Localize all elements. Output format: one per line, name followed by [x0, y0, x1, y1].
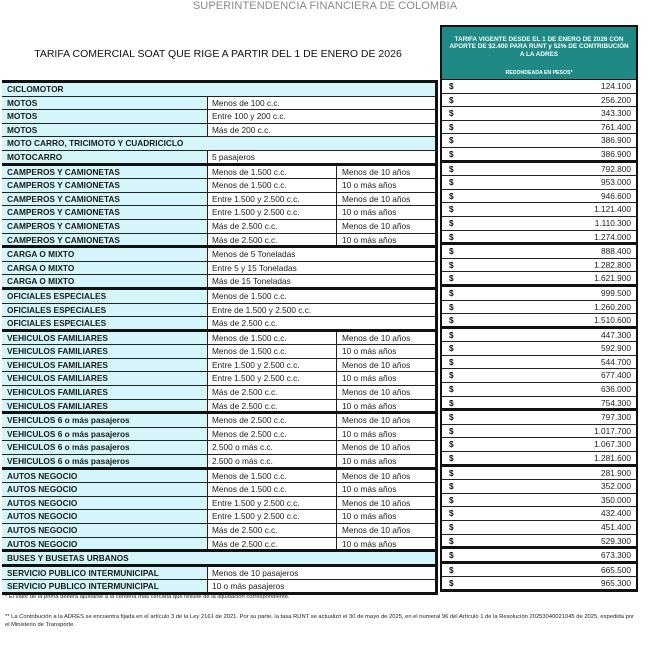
- vehicle-spec-cell: Menos de 10 pasajeros: [212, 567, 299, 578]
- currency-symbol: $: [449, 564, 454, 575]
- vehicle-spec-cell: Menos de 1.500 c.c.: [208, 332, 337, 345]
- rate-row: [442, 438, 636, 452]
- vehicle-spec-cell: Entre 100 y 200 c.c.: [212, 111, 286, 122]
- rate-value: 544.700: [601, 356, 631, 367]
- rate-value: 1.282.800: [594, 259, 631, 270]
- table-row: [2, 166, 435, 180]
- vehicle-spec-cell: Entre 1.500 y 2.500 c.c.: [208, 372, 337, 385]
- table-row: [2, 345, 435, 359]
- vehicle-spec-cell: 2.500 o más c.c.: [208, 441, 337, 454]
- vehicle-category-cell: AUTOS NEGOCIO: [2, 510, 208, 523]
- rate-row: [442, 507, 636, 521]
- table-row: [2, 124, 435, 138]
- currency-symbol: $: [449, 439, 454, 450]
- table-row: [2, 483, 435, 497]
- rate-row: [442, 314, 636, 329]
- rate-value: 888.400: [601, 246, 631, 257]
- rate-value: 797.300: [601, 412, 631, 423]
- rate-value: 447.300: [601, 329, 631, 340]
- vehicle-category-cell: VEHICULOS FAMILIARES: [2, 359, 208, 372]
- currency-symbol: $: [449, 231, 454, 242]
- currency-symbol: $: [449, 467, 454, 478]
- currency-symbol: $: [449, 315, 454, 326]
- rate-row: [442, 217, 636, 231]
- vehicle-spec-cell: Entre 5 y 15 Toneladas: [212, 262, 297, 273]
- rate-row: [442, 411, 636, 425]
- table-row: [2, 332, 435, 346]
- rate-value: 124.100: [601, 81, 631, 91]
- vehicle-category-cell: AUTOS NEGOCIO: [2, 497, 208, 510]
- vehicle-spec-cell: Menos de 2.500 c.c.: [208, 414, 337, 427]
- rate-value: 636.000: [601, 384, 631, 395]
- rate-value: 953.000: [601, 177, 631, 188]
- vehicle-category-cell: CARGA O MIXTO: [2, 262, 208, 275]
- rate-row: [442, 521, 636, 535]
- vehicle-category-cell: VEHICULOS FAMILIARES: [2, 372, 208, 385]
- vehicle-category-cell: CARGA O MIXTO: [2, 275, 208, 287]
- rate-row: [442, 134, 636, 148]
- table-row: [2, 497, 435, 511]
- table-row: [2, 400, 435, 415]
- vehicle-category-cell: CAMPEROS Y CAMIONETAS: [2, 206, 208, 219]
- rate-value: 1.067.300: [594, 439, 631, 450]
- rate-value: 1.510.600: [594, 315, 631, 326]
- table-row: [2, 359, 435, 373]
- rate-row: [442, 342, 636, 356]
- rate-value: 946.600: [601, 190, 631, 201]
- vehicle-category-cell: VEHICULOS FAMILIARES: [2, 400, 208, 412]
- rate-value: 999.500: [601, 287, 631, 298]
- vehicle-spec-cell: Entre 1.500 y 2.500 c.c.: [208, 193, 337, 206]
- currency-symbol: $: [449, 148, 454, 159]
- vehicle-spec-cell: Menos de 5 Toneladas: [212, 249, 296, 260]
- table-row: [2, 510, 435, 524]
- vehicle-spec-cell: Más de 2.500 c.c.: [208, 400, 337, 412]
- rate-value: 352.000: [601, 481, 631, 492]
- vehicle-category-cell: VEHICULOS 6 o más pasajeros: [2, 455, 208, 467]
- vehicle-category-cell: SERVICIO PUBLICO INTERMUNICIPAL: [2, 580, 208, 592]
- rate-row: [442, 107, 636, 121]
- rate-value: 386.900: [601, 148, 631, 159]
- vehicle-age-cell: Menos de 10 años: [342, 525, 411, 535]
- vehicle-category-cell: VEHICULOS 6 o más pasajeros: [2, 414, 208, 427]
- vehicle-spec-cell: Más de 2.500 c.c.: [208, 524, 337, 537]
- table-row: [2, 428, 435, 442]
- rate-row: [442, 356, 636, 370]
- currency-symbol: $: [449, 343, 454, 354]
- vehicle-age-cell: Menos de 10 años: [342, 387, 411, 398]
- rate-column-subtitle: REDONDEADA EN PESOS*: [505, 70, 573, 76]
- currency-symbol: $: [449, 356, 454, 367]
- vehicle-category-cell: SERVICIO PUBLICO INTERMUNICIPAL: [2, 567, 208, 580]
- rate-value: 965.300: [601, 578, 631, 589]
- vehicle-age-cell: Menos de 10 años: [342, 193, 411, 204]
- vehicle-spec-cell: Menos de 1.500 c.c.: [208, 345, 337, 358]
- rate-column-header: [440, 25, 638, 79]
- rate-row: [442, 259, 636, 273]
- rate-value: 256.200: [601, 94, 631, 105]
- vehicle-category-cell: MOTOS: [2, 124, 208, 137]
- currency-symbol: $: [449, 301, 454, 312]
- rate-value: 761.400: [601, 121, 631, 132]
- vehicle-spec-cell: Más de 2.500 c.c.: [212, 318, 278, 329]
- rate-value: 673.300: [601, 550, 631, 561]
- rate-row: [442, 287, 636, 301]
- table-row: [2, 248, 435, 262]
- currency-symbol: $: [449, 397, 454, 408]
- rate-row: [442, 452, 636, 467]
- vehicle-spec-cell: Más de 15 Toneladas: [212, 276, 291, 287]
- vehicle-age-cell: 10 o más años: [342, 484, 397, 495]
- table-row: [2, 470, 435, 484]
- table-row: [2, 317, 435, 332]
- vehicle-category-cell: MOTO CARRO, TRICIMOTO Y CUADRICICLO: [2, 137, 435, 150]
- rate-value: 529.300: [601, 535, 631, 546]
- currency-symbol: $: [449, 535, 454, 546]
- vehicle-classification-table: [2, 80, 438, 595]
- vehicle-age-cell: Menos de 10 años: [342, 166, 411, 177]
- currency-symbol: $: [449, 190, 454, 201]
- currency-symbol: $: [449, 287, 454, 298]
- vehicle-category-cell: CAMPEROS Y CAMIONETAS: [2, 193, 208, 206]
- table-row: [2, 414, 435, 428]
- currency-symbol: $: [449, 370, 454, 381]
- currency-symbol: $: [449, 135, 454, 146]
- vehicle-spec-cell: 2.500 o más c.c.: [208, 455, 337, 467]
- rate-row: [442, 245, 636, 259]
- rate-row: [442, 203, 636, 217]
- vehicle-spec-cell: Menos de 1.500 c.c.: [208, 470, 337, 483]
- rate-value: 451.400: [601, 522, 631, 532]
- table-row: [2, 275, 435, 290]
- vehicle-age-cell: 10 o más años: [342, 207, 397, 218]
- vehicle-category-cell: VEHICULOS 6 o más pasajeros: [2, 441, 208, 454]
- vehicle-spec-cell: 5 pasajeros: [212, 151, 255, 162]
- currency-symbol: $: [449, 94, 454, 105]
- vehicle-age-cell: 10 o más años: [342, 400, 397, 411]
- rate-row: [442, 564, 636, 578]
- vehicle-category-cell: CAMPEROS Y CAMIONETAS: [2, 234, 208, 246]
- rate-row: [442, 369, 636, 383]
- vehicle-category-cell: MOTOCARRO: [2, 151, 208, 163]
- rate-row: [442, 383, 636, 397]
- currency-symbol: $: [449, 108, 454, 119]
- footnote-adres-runt: ** La Contribución a la ADRES se encuentra fijada en el artículo 3 de la Ley 2161 de 2021. Por su parte, la tasa RUNT se actualizó el 30 de mayo de 2025, en el numeral 96 del Artículo 1 de la Resolución 20253040021045 de 2025, expedida por el Ministerio de Transporte.: [5, 614, 634, 628]
- currency-symbol: $: [449, 550, 454, 561]
- vehicle-age-cell: 10 o más años: [342, 538, 397, 549]
- rate-row: [442, 176, 636, 190]
- rate-value: 1.260.200: [594, 301, 631, 312]
- rate-row: [442, 535, 636, 550]
- rate-row: [442, 148, 636, 163]
- rate-value: 386.900: [601, 135, 631, 146]
- rate-value: 1.121.400: [594, 204, 631, 215]
- vehicle-spec-cell: Entre de 1.500 y 2.500 c.c.: [212, 304, 312, 315]
- rate-value: 792.800: [601, 163, 631, 174]
- table-row: [2, 151, 435, 166]
- vehicle-age-cell: Menos de 10 años: [342, 220, 411, 231]
- vehicle-category-cell: CARGA O MIXTO: [2, 248, 208, 261]
- rate-row: [442, 94, 636, 108]
- vehicle-category-cell: CAMPEROS Y CAMIONETAS: [2, 179, 208, 192]
- vehicle-category-cell: AUTOS NEGOCIO: [2, 470, 208, 483]
- rate-value: 1.017.700: [594, 425, 631, 436]
- table-row: [2, 179, 435, 193]
- currency-symbol: $: [449, 121, 454, 132]
- table-title: TARIFA COMERCIAL SOAT QUE RIGE A PARTIR DEL 1 DE ENERO DE 2026: [34, 48, 402, 60]
- currency-symbol: $: [449, 163, 454, 174]
- rate-row: [442, 425, 636, 439]
- rate-row: [442, 190, 636, 204]
- rate-table: [440, 79, 638, 592]
- rate-row: [442, 467, 636, 481]
- vehicle-category-cell: AUTOS NEGOCIO: [2, 538, 208, 550]
- rate-value: 343.300: [601, 108, 631, 119]
- vehicle-category-cell: AUTOS NEGOCIO: [2, 483, 208, 496]
- currency-symbol: $: [449, 481, 454, 492]
- vehicle-spec-cell: Entre 1.500 y 2.500 c.c.: [208, 206, 337, 219]
- vehicle-spec-cell: Menos de 1.500 c.c.: [208, 483, 337, 496]
- table-row: [2, 372, 435, 386]
- rate-column-title: TARIFA VIGENTE DESDE EL 1 DE ENERO DE 2026 CON APORTE DE $2.400 PARA RUNT y 52% DE CONTRIBUCIÓN A LA ADRES: [449, 36, 629, 58]
- table-row: [2, 386, 435, 400]
- vehicle-category-cell: OFICIALES ESPECIALES: [2, 304, 208, 317]
- vehicle-spec-cell: Menos de 1.500 c.c.: [212, 290, 287, 301]
- vehicle-category-cell: MOTOS: [2, 97, 208, 110]
- vehicle-category-cell: OFICIALES ESPECIALES: [2, 290, 208, 303]
- rate-row: [442, 121, 636, 135]
- rate-value: 432.400: [601, 508, 631, 519]
- table-row: [2, 567, 435, 581]
- table-row: [2, 262, 435, 276]
- rate-row: [442, 397, 636, 412]
- vehicle-spec-cell: Más de 2.500 c.c.: [208, 234, 337, 246]
- vehicle-age-cell: 10 o más años: [342, 346, 397, 357]
- vehicle-category-cell: BUSES Y BUSETAS URBANOS: [2, 552, 435, 564]
- vehicle-age-cell: Menos de 10 años: [342, 442, 411, 453]
- table-row: [2, 552, 435, 567]
- vehicle-category-cell: OFICIALES ESPECIALES: [2, 317, 208, 329]
- vehicle-spec-cell: 10 o más pasajeros: [212, 581, 285, 592]
- rate-row: [442, 480, 636, 494]
- rate-row: [442, 231, 636, 246]
- currency-symbol: $: [449, 217, 454, 228]
- table-row: [2, 538, 435, 553]
- rate-row: [442, 577, 636, 592]
- vehicle-age-cell: 10 o más años: [342, 428, 397, 439]
- vehicle-category-cell: CAMPEROS Y CAMIONETAS: [2, 166, 208, 179]
- currency-symbol: $: [449, 329, 454, 340]
- vehicle-spec-cell: Menos de 100 c.c.: [212, 97, 280, 108]
- table-row: [2, 206, 435, 220]
- vehicle-spec-cell: Entre 1.500 y 2.500 c.c.: [208, 497, 337, 510]
- rate-row: [442, 549, 636, 564]
- rate-value: 592.900: [601, 343, 631, 354]
- table-row: [2, 304, 435, 318]
- table-row: [2, 193, 435, 207]
- vehicle-category-cell: VEHICULOS FAMILIARES: [2, 332, 208, 345]
- table-row: [2, 137, 435, 151]
- rate-row: [442, 80, 636, 94]
- currency-symbol: $: [449, 453, 454, 464]
- table-row: [2, 110, 435, 124]
- organization-title: SUPERINTENDENCIA FINANCIERA DE COLOMBIA: [192, 0, 458, 12]
- vehicle-age-cell: 10 o más años: [342, 456, 397, 467]
- vehicle-age-cell: Menos de 10 años: [342, 497, 411, 508]
- vehicle-spec-cell: Más de 2.500 c.c.: [208, 538, 337, 550]
- table-row: [2, 83, 435, 97]
- rate-row: [442, 329, 636, 343]
- vehicle-spec-cell: Menos de 1.500 c.c.: [208, 179, 337, 192]
- vehicle-age-cell: Menos de 10 años: [342, 359, 411, 370]
- currency-symbol: $: [449, 204, 454, 215]
- table-row: [2, 290, 435, 304]
- currency-symbol: $: [449, 246, 454, 257]
- rate-value: 1.110.300: [594, 217, 631, 228]
- vehicle-spec-cell: Más de 2.500 c.c.: [208, 386, 337, 399]
- vehicle-category-cell: AUTOS NEGOCIO: [2, 524, 208, 537]
- table-row: [2, 455, 435, 470]
- currency-symbol: $: [449, 494, 454, 505]
- rate-row: [442, 163, 636, 177]
- vehicle-category-cell: VEHICULOS FAMILIARES: [2, 345, 208, 358]
- rate-value: 677.400: [601, 370, 631, 381]
- vehicle-age-cell: 10 o más años: [342, 373, 397, 384]
- vehicle-age-cell: 10 o más años: [342, 511, 397, 522]
- vehicle-age-cell: 10 o más años: [342, 234, 397, 245]
- vehicle-age-cell: Menos de 10 años: [342, 470, 411, 481]
- rate-value: 281.900: [601, 467, 631, 478]
- vehicle-spec-cell: Entre 1.500 y 2.500 c.c.: [208, 510, 337, 523]
- rate-row: [442, 494, 636, 508]
- rate-row: [442, 272, 636, 287]
- currency-symbol: $: [449, 259, 454, 270]
- vehicle-spec-cell: Más de 2.500 c.c.: [208, 220, 337, 233]
- currency-symbol: $: [449, 384, 454, 395]
- rate-value: 1.621.900: [594, 273, 631, 284]
- table-row: [2, 441, 435, 455]
- table-row: [2, 97, 435, 111]
- vehicle-age-cell: 10 o más años: [342, 180, 397, 191]
- currency-symbol: $: [449, 578, 454, 589]
- vehicle-spec-cell: Menos de 2.500 c.c.: [208, 428, 337, 441]
- currency-symbol: $: [449, 177, 454, 188]
- vehicle-category-cell: VEHICULOS FAMILIARES: [2, 386, 208, 399]
- currency-symbol: $: [449, 508, 454, 519]
- vehicle-age-cell: Menos de 10 años: [342, 332, 411, 343]
- vehicle-category-cell: CAMPEROS Y CAMIONETAS: [2, 220, 208, 233]
- currency-symbol: $: [449, 81, 454, 91]
- vehicle-age-cell: Menos de 10 años: [342, 415, 411, 426]
- table-row: [2, 234, 435, 249]
- rate-value: 665.500: [601, 564, 631, 575]
- vehicle-spec-cell: Más de 200 c.c.: [212, 124, 271, 135]
- footnote-rounding: * El valor de la prima deberá ajustarse a la centena más cercana que resulte de la liquidación correspondiente.: [5, 594, 290, 600]
- vehicle-spec-cell: Menos de 1.500 c.c.: [208, 166, 337, 179]
- vehicle-category-cell: VEHICULOS 6 o más pasajeros: [2, 428, 208, 441]
- rate-value: 1.274.000: [594, 231, 631, 242]
- rate-value: 754.300: [601, 397, 631, 408]
- vehicle-category-cell: MOTOS: [2, 110, 208, 123]
- currency-symbol: $: [449, 522, 454, 532]
- table-row: [2, 524, 435, 538]
- currency-symbol: $: [449, 412, 454, 423]
- table-row: [2, 220, 435, 234]
- rate-value: 350.000: [601, 494, 631, 505]
- rate-row: [442, 301, 636, 315]
- rate-value: 1.281.600: [594, 453, 631, 464]
- vehicle-spec-cell: Entre 1.500 y 2.500 c.c.: [208, 359, 337, 372]
- currency-symbol: $: [449, 425, 454, 436]
- vehicle-category-cell: CICLOMOTOR: [2, 83, 435, 96]
- currency-symbol: $: [449, 273, 454, 284]
